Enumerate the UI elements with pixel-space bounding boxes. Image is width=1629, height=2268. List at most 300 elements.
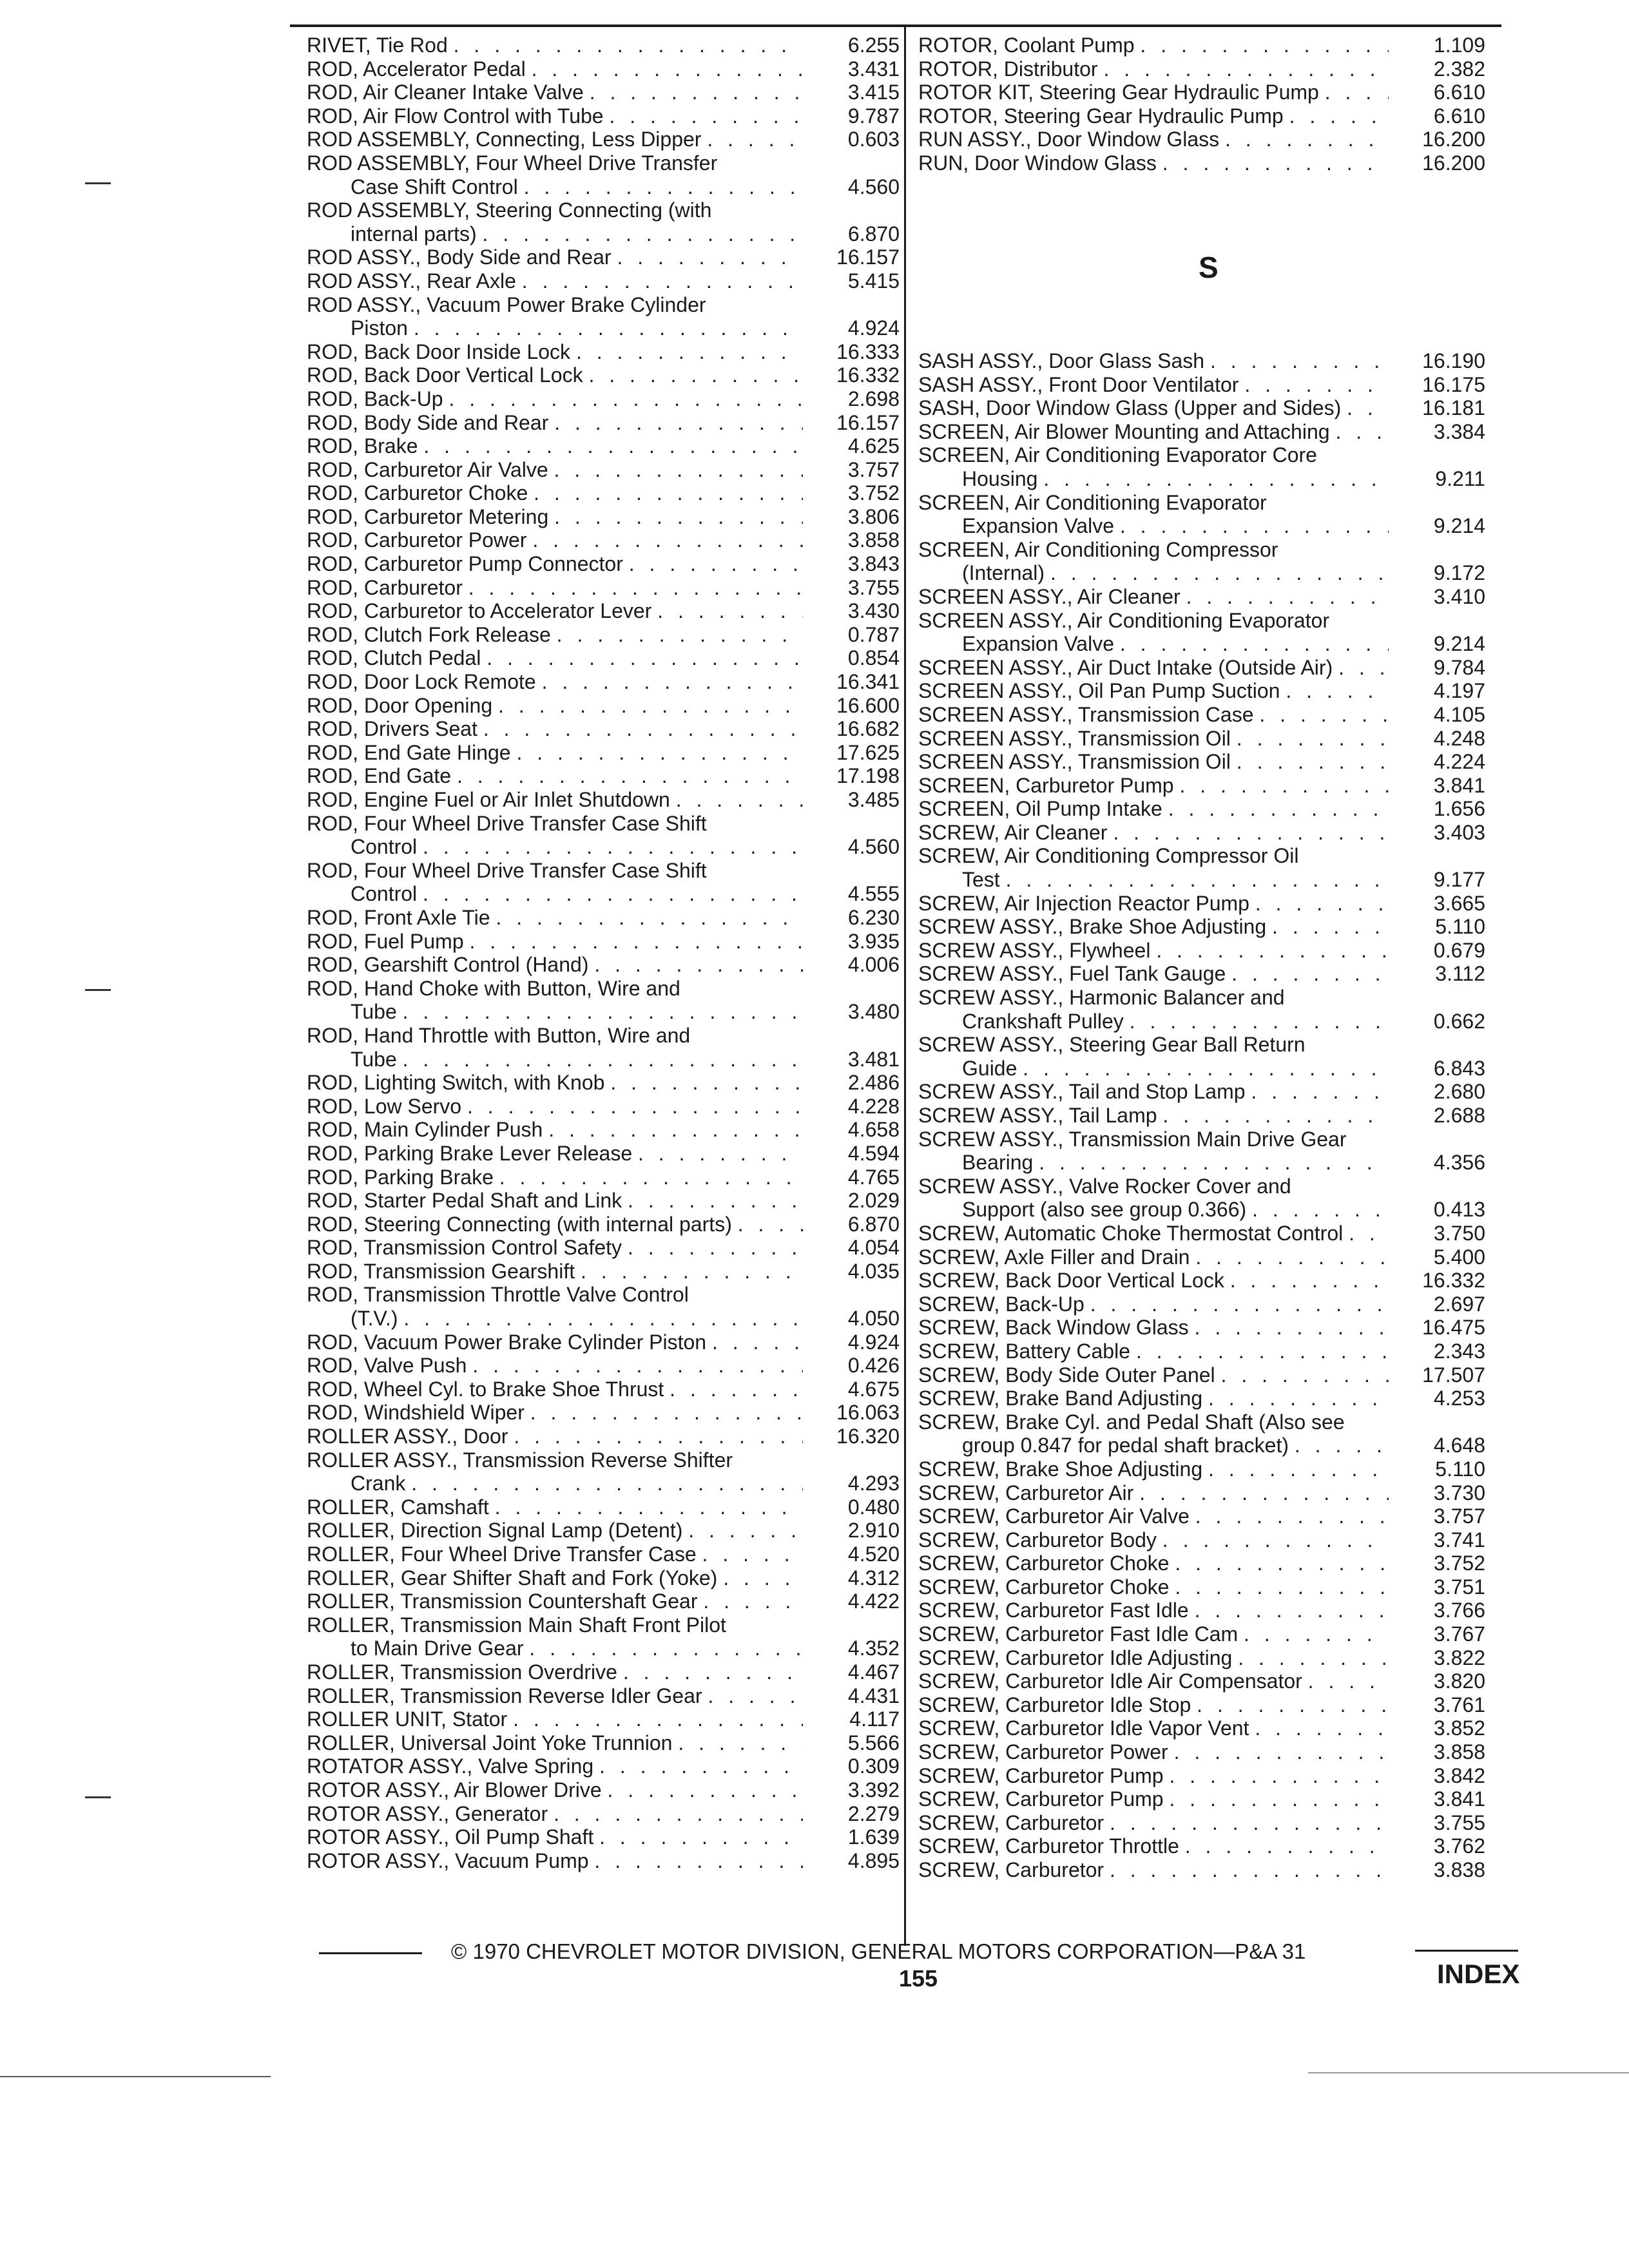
entry-text: SCREW, Back Door Vertical Lock: [918, 1269, 1230, 1293]
index-entry: [307, 576, 900, 600]
group-number: 4.924: [847, 1330, 900, 1354]
group-number: 4.352: [847, 1637, 900, 1660]
dot-leader: [548, 1118, 803, 1142]
dot-leader: [524, 175, 803, 199]
entry-text: SCREW, Carburetor Throttle: [918, 1834, 1185, 1858]
dot-leader: [423, 434, 803, 458]
dot-leader: [1130, 1010, 1389, 1033]
index-entry: [307, 906, 900, 930]
index-entry: [918, 679, 1485, 703]
group-number: 9.214: [1433, 514, 1485, 538]
index-entry: [918, 609, 1485, 656]
index-entry: [918, 57, 1485, 81]
dot-leader: [1006, 868, 1389, 892]
index-entry: [307, 387, 900, 411]
group-number: 16.157: [836, 410, 900, 434]
group-number: 4.648: [1433, 1434, 1485, 1457]
entry-text: SCREW ASSY., Fuel Tank Gauge: [918, 962, 1232, 986]
index-entry: [307, 646, 900, 670]
entry-text: SCREW, Carburetor Idle Stop: [918, 1693, 1197, 1716]
group-number: 3.480: [847, 1000, 900, 1024]
entry-text: SCREW, Carburetor Power: [918, 1740, 1174, 1764]
group-number: 4.356: [1433, 1151, 1485, 1175]
dot-leader: [688, 1519, 803, 1542]
dot-leader: [1169, 1787, 1389, 1811]
dot-leader: [457, 764, 803, 788]
index-entry: [918, 962, 1485, 986]
dot-leader: [1338, 656, 1389, 680]
dot-leader: [1230, 1269, 1389, 1293]
copyright-notice: © 1970 CHEVROLET MOTOR DIVISION, GENERAL MOTORS CORPORATION—P&A 31: [451, 1939, 1306, 1963]
entry-text: internal parts): [351, 222, 483, 245]
index-entry: [918, 1245, 1485, 1269]
scan-margin-mark: [85, 989, 111, 991]
index-entry: [918, 727, 1485, 751]
index-entry: [918, 396, 1485, 420]
group-number: 16.200: [1422, 151, 1485, 175]
dot-leader: [1308, 1669, 1389, 1693]
dot-leader: [702, 1542, 803, 1566]
entry-text: Test: [962, 868, 1006, 892]
entry-text: SCREW ASSY., Tail Lamp: [918, 1104, 1163, 1127]
entry-text: ROLLER ASSY., Transmission Reverse Shifter: [307, 1448, 733, 1472]
dot-leader: [454, 34, 803, 57]
index-entry: [307, 1166, 900, 1189]
group-number: 4.560: [847, 175, 900, 198]
group-number: 6.843: [1433, 1056, 1485, 1080]
entry-text: ROD, Drivers Seat: [307, 717, 483, 741]
entry-text: ROD, Body Side and Rear: [307, 410, 555, 434]
dot-leader: [534, 481, 803, 505]
entry-text: ROD, Four Wheel Drive Transfer Case Shift: [307, 858, 707, 882]
index-entry: [918, 1269, 1485, 1293]
entry-text: Tube: [351, 1047, 403, 1071]
index-entry: [307, 1495, 900, 1519]
index-entry: [918, 1787, 1485, 1811]
index-entry: [307, 1118, 900, 1142]
index-entry: [918, 656, 1485, 680]
entry-text: ROLLER, Gear Shifter Shaft and Fork (Yoke): [307, 1566, 724, 1590]
index-entry: [307, 1189, 900, 1213]
entry-text: SCREW, Carburetor Idle Vapor Vent: [918, 1716, 1255, 1740]
index-label: INDEX: [1437, 1959, 1520, 1989]
dot-leader: [1179, 774, 1389, 798]
index-entry: [918, 986, 1485, 1033]
index-entry: [307, 1095, 900, 1119]
entry-text: Expansion Valve: [962, 514, 1120, 538]
group-number: 16.332: [836, 363, 900, 387]
group-number: 4.520: [847, 1542, 900, 1566]
entry-text: ROD, Transmission Control Safety: [307, 1236, 628, 1260]
group-number: 4.658: [847, 1118, 900, 1142]
entry-text: SCREEN ASSY., Transmission Case: [918, 702, 1260, 726]
dot-leader: [676, 788, 803, 812]
entry-text: ROD ASSY., Vacuum Power Brake Cylinder: [307, 293, 706, 316]
index-entry: [307, 528, 900, 552]
index-entry: [307, 1071, 900, 1095]
entry-text: SCREW, Carburetor Body: [918, 1528, 1162, 1552]
index-entry: [307, 1590, 900, 1613]
entry-text: ROD, Steering Connecting (with internal parts): [307, 1212, 738, 1236]
index-entry: [307, 1519, 900, 1542]
index-entry: [918, 443, 1485, 490]
index-entry: [918, 821, 1485, 845]
dot-leader: [628, 1236, 803, 1260]
dot-leader: [1195, 1599, 1389, 1622]
group-number: 16.341: [836, 670, 900, 694]
entry-text: SCREW, Air Conditioning Compressor Oil: [918, 844, 1299, 868]
dot-leader: [599, 1825, 803, 1849]
entry-text: ROD, Parking Brake Lever Release: [307, 1141, 638, 1165]
dot-leader: [403, 1048, 803, 1072]
column-divider: [904, 26, 906, 1946]
index-entry: [307, 1849, 900, 1873]
dot-leader: [529, 1637, 803, 1660]
dot-leader: [1347, 396, 1389, 420]
entry-text: SCREW, Carburetor Pump: [918, 1787, 1170, 1811]
index-entry: [918, 750, 1485, 774]
group-number: 4.253: [1433, 1387, 1485, 1410]
group-number: 3.384: [1433, 419, 1485, 443]
index-entry: [918, 892, 1485, 916]
entry-text: ROTOR, Steering Gear Hydraulic Pump: [918, 104, 1289, 128]
dot-leader: [1255, 892, 1389, 916]
dot-leader: [483, 222, 803, 246]
group-number: 2.910: [847, 1519, 900, 1542]
index-entry: [307, 1024, 900, 1071]
group-number: 0.787: [847, 622, 900, 646]
index-entry: [307, 1213, 900, 1236]
dot-leader: [1162, 1104, 1389, 1128]
group-number: 4.675: [847, 1377, 900, 1401]
entry-text: ROD ASSY., Rear Axle: [307, 269, 522, 293]
entry-text: ROLLER, Camshaft: [307, 1495, 495, 1519]
dot-leader: [1175, 1552, 1389, 1575]
group-number: 3.838: [1433, 1858, 1485, 1881]
group-number: 5.110: [1435, 915, 1485, 939]
dot-leader: [487, 646, 803, 670]
index-entry: [918, 1128, 1485, 1175]
index-entry: [307, 269, 900, 293]
index-entry: [918, 1834, 1485, 1858]
index-entry: [307, 458, 900, 482]
dot-leader: [1169, 1764, 1389, 1788]
group-number: 6.610: [1433, 81, 1485, 104]
dot-leader: [1244, 1622, 1389, 1646]
entry-text: ROD, Clutch Pedal: [307, 646, 487, 670]
group-number: 4.625: [847, 434, 900, 458]
index-entry: [918, 1033, 1485, 1080]
scan-edge-line: [1308, 2072, 1629, 2073]
group-number: 3.841: [1433, 773, 1485, 797]
dot-leader: [707, 128, 803, 151]
index-entry: [307, 293, 900, 340]
entry-text: ROD, Carburetor to Accelerator Lever: [307, 599, 658, 623]
index-entry: [307, 81, 900, 104]
dot-leader: [1335, 420, 1389, 444]
dot-leader: [1252, 1198, 1389, 1222]
dot-leader: [414, 316, 803, 340]
index-entry: [307, 505, 900, 529]
index-entry: [918, 81, 1485, 104]
index-entry: [918, 1528, 1485, 1552]
group-number: 3.430: [847, 599, 900, 623]
section-letter: S: [1199, 251, 1219, 284]
dot-leader: [1162, 151, 1389, 175]
dot-leader: [1237, 750, 1389, 774]
index-entry: [918, 1764, 1485, 1788]
dot-leader: [1259, 703, 1389, 727]
group-number: 6.870: [847, 1212, 900, 1236]
group-number: 4.248: [1433, 726, 1485, 750]
group-number: 9.787: [847, 104, 900, 128]
dot-leader: [448, 387, 803, 411]
entry-text: ROTOR KIT, Steering Gear Hydraulic Pump: [918, 81, 1325, 104]
entry-text: ROTOR ASSY., Generator: [307, 1802, 554, 1825]
dot-leader: [522, 269, 803, 293]
group-number: 6.870: [847, 222, 900, 245]
index-entry: [918, 420, 1485, 444]
index-entry: [918, 1410, 1485, 1457]
entry-text: Bearing: [962, 1151, 1039, 1175]
entry-text: SCREEN ASSY., Transmission Oil: [918, 750, 1237, 774]
index-entry: [918, 1646, 1485, 1670]
group-number: 1.639: [847, 1825, 900, 1849]
dot-leader: [1050, 561, 1389, 585]
entry-text: ROTATOR ASSY., Valve Spring: [307, 1754, 600, 1778]
group-number: 16.333: [836, 340, 900, 363]
dot-leader: [542, 670, 803, 694]
dot-leader: [1120, 514, 1389, 538]
group-number: 16.175: [1422, 372, 1485, 396]
index-entry: [918, 1481, 1485, 1505]
index-entry: [918, 1811, 1485, 1835]
group-number: 6.610: [1433, 104, 1485, 128]
group-number: 3.761: [1433, 1693, 1485, 1716]
index-column-right-s-section: [918, 349, 1485, 1882]
index-entry: [918, 538, 1485, 585]
group-number: 4.594: [847, 1141, 900, 1165]
index-entry: [918, 1387, 1485, 1410]
group-number: 4.293: [847, 1472, 900, 1495]
index-entry: [918, 844, 1485, 891]
entry-text: SCREEN, Air Conditioning Evaporator Core: [918, 443, 1317, 467]
dot-leader: [723, 1566, 803, 1590]
index-column-right-r-section: [918, 34, 1485, 175]
dot-leader: [1186, 585, 1389, 609]
entry-text: ROLLER, Universal Joint Yoke Trunnion: [307, 1731, 679, 1754]
index-entry: [918, 1693, 1485, 1717]
scan-margin-mark: [85, 182, 111, 184]
dot-leader: [557, 623, 803, 647]
index-entry: [918, 1363, 1485, 1387]
index-entry: [307, 1236, 900, 1260]
entry-text: ROLLER, Four Wheel Drive Transfer Case: [307, 1542, 702, 1566]
group-number: 3.752: [1433, 1552, 1485, 1575]
entry-text: SCREW ASSY., Flywheel: [918, 938, 1157, 962]
dot-leader: [657, 599, 803, 623]
group-number: 16.157: [836, 245, 900, 269]
entry-text: RUN, Door Window Glass: [918, 151, 1162, 175]
group-number: 3.822: [1433, 1646, 1485, 1669]
group-number: 4.431: [847, 1684, 900, 1707]
entry-text: SCREEN, Air Conditioning Compressor: [918, 537, 1278, 561]
entry-text: SCREW, Back-Up: [918, 1292, 1090, 1316]
group-number: 16.200: [1422, 128, 1485, 151]
group-number: 4.765: [847, 1165, 900, 1189]
index-entry: [307, 1401, 900, 1425]
index-entry: [307, 859, 900, 906]
group-number: 4.312: [847, 1566, 900, 1590]
entry-text: SCREW ASSY., Brake Shoe Adjusting: [918, 915, 1273, 939]
index-entry: [307, 694, 900, 718]
index-entry: [307, 1331, 900, 1354]
group-number: 3.757: [1433, 1504, 1485, 1528]
index-entry: [307, 977, 900, 1024]
entry-text: Crankshaft Pulley: [962, 1009, 1130, 1033]
entry-text: Control: [351, 882, 423, 906]
entry-text: SCREW, Automatic Choke Thermostat Control: [918, 1221, 1349, 1245]
entry-text: SCREEN ASSY., Transmission Oil: [918, 726, 1237, 750]
group-number: 4.924: [847, 316, 900, 340]
group-number: 0.603: [847, 128, 900, 151]
group-number: 9.172: [1433, 561, 1485, 585]
group-number: 2.697: [1433, 1292, 1485, 1316]
entry-text: SCREW, Carburetor Air: [918, 1481, 1140, 1504]
entry-text: SCREW, Carburetor: [918, 1811, 1110, 1834]
scan-edge-line: [0, 2076, 271, 2077]
index-entry: [307, 411, 900, 435]
group-number: 2.680: [1433, 1080, 1485, 1104]
index-entry: [307, 599, 900, 623]
index-entry: [918, 349, 1485, 373]
group-number: 0.480: [847, 1495, 900, 1519]
group-number: 1.109: [1433, 34, 1485, 57]
group-number: 3.806: [847, 505, 900, 528]
index-entry: [918, 491, 1485, 538]
entry-text: SCREW, Carburetor Air Valve: [918, 1504, 1195, 1528]
entry-text: ROLLER, Transmission Overdrive: [307, 1660, 623, 1684]
dot-leader: [554, 458, 803, 482]
entry-text: SCREW, Air Injection Reactor Pump: [918, 891, 1255, 915]
entry-text: SCREW, Carburetor Pump: [918, 1763, 1170, 1787]
index-entry: [307, 1142, 900, 1166]
dot-leader: [1195, 1245, 1389, 1269]
entry-text: ROD, Air Flow Control with Tube: [307, 104, 610, 128]
group-number: 3.755: [847, 575, 900, 599]
entry-text: ROD, Transmission Gearshift: [307, 1259, 581, 1283]
entry-text: SCREEN ASSY., Air Duct Intake (Outside Air): [918, 655, 1339, 679]
index-entry: [918, 1316, 1485, 1340]
group-number: 4.895: [847, 1849, 900, 1872]
group-number: 3.410: [1433, 584, 1485, 608]
entry-text: SCREW, Carburetor Fast Idle Cam: [918, 1622, 1244, 1646]
dot-leader: [1325, 81, 1389, 104]
entry-text: ROD, Fuel Pump: [307, 929, 470, 953]
group-number: 2.279: [847, 1802, 900, 1825]
group-number: 3.762: [1433, 1834, 1485, 1858]
dot-leader: [576, 340, 803, 364]
index-entry: [307, 434, 900, 458]
dot-leader: [1286, 679, 1389, 703]
group-number: 3.820: [1433, 1669, 1485, 1693]
group-number: 16.181: [1422, 396, 1485, 420]
index-entry: [918, 1222, 1485, 1245]
index-entry: [307, 812, 900, 859]
index-entry: [307, 363, 900, 387]
entry-text: ROD, Main Cylinder Push: [307, 1118, 549, 1142]
entry-text: SASH, Door Window Glass (Upper and Sides): [918, 396, 1347, 420]
entry-text: SCREW ASSY., Tail and Stop Lamp: [918, 1080, 1251, 1104]
entry-text: ROLLER, Transmission Countershaft Gear: [307, 1590, 704, 1613]
index-entry: [307, 1260, 900, 1283]
dot-leader: [628, 1189, 803, 1213]
footer: [451, 1939, 1366, 1992]
dot-leader: [514, 1425, 803, 1448]
dot-leader: [1221, 1363, 1389, 1387]
dot-leader: [1225, 128, 1389, 151]
entry-text: SCREW ASSY., Steering Gear Ball Return: [918, 1033, 1306, 1057]
index-entry: [307, 717, 900, 741]
entry-text: Guide: [962, 1056, 1023, 1080]
index-entry: [918, 128, 1485, 151]
entry-text: ROD, Four Wheel Drive Transfer Case Shift: [307, 811, 707, 835]
dot-leader: [1162, 1528, 1389, 1552]
entry-text: ROD, End Gate Hinge: [307, 740, 517, 764]
dot-leader: [629, 552, 803, 576]
entry-text: Piston: [351, 316, 414, 340]
index-entry: [918, 1622, 1485, 1646]
index-entry: [918, 1552, 1485, 1575]
dot-leader: [1140, 34, 1389, 57]
entry-text: ROD ASSEMBLY, Connecting, Less Dipper: [307, 128, 708, 151]
index-entry: [307, 1613, 900, 1660]
index-entry: [307, 764, 900, 788]
dot-leader: [1255, 1716, 1389, 1740]
dot-leader: [678, 1731, 803, 1755]
group-number: 4.224: [1433, 750, 1485, 774]
index-entry: [307, 1566, 900, 1590]
dot-leader: [1349, 1222, 1389, 1245]
entry-text: SCREW, Axle Filler and Drain: [918, 1245, 1196, 1269]
group-number: 4.467: [847, 1660, 900, 1684]
group-number: 0.413: [1433, 1198, 1485, 1222]
entry-text: ROD, Valve Push: [307, 1354, 473, 1378]
entry-text: RUN ASSY., Door Window Glass: [918, 128, 1226, 151]
entry-text: ROD, Carburetor Pump Connector: [307, 552, 629, 576]
entry-text: SCREEN, Air Blower Mounting and Attaching: [918, 419, 1336, 443]
entry-text: ROD, Clutch Fork Release: [307, 622, 557, 646]
dot-leader: [472, 1354, 803, 1378]
entry-text: ROD, Door Opening: [307, 693, 499, 717]
group-number: 4.117: [849, 1707, 900, 1731]
index-entry: [307, 1802, 900, 1826]
entry-text: Crank: [351, 1472, 412, 1495]
entry-text: SASH ASSY., Front Door Ventilator: [918, 372, 1245, 396]
group-number: 3.750: [1433, 1221, 1485, 1245]
group-number: 3.842: [1433, 1763, 1485, 1787]
entry-text: ROD, Carburetor Metering: [307, 505, 555, 528]
entry-text: ROTOR, Distributor: [918, 57, 1104, 81]
dot-leader: [411, 1472, 803, 1495]
dot-leader: [610, 1071, 803, 1095]
group-number: 3.481: [847, 1047, 900, 1071]
entry-text: (Internal): [962, 561, 1050, 585]
group-number: 3.767: [1433, 1622, 1485, 1646]
group-number: 6.255: [847, 34, 900, 57]
entry-text: SASH ASSY., Door Glass Sash: [918, 349, 1210, 372]
footer-rule-right: [1415, 1950, 1518, 1952]
